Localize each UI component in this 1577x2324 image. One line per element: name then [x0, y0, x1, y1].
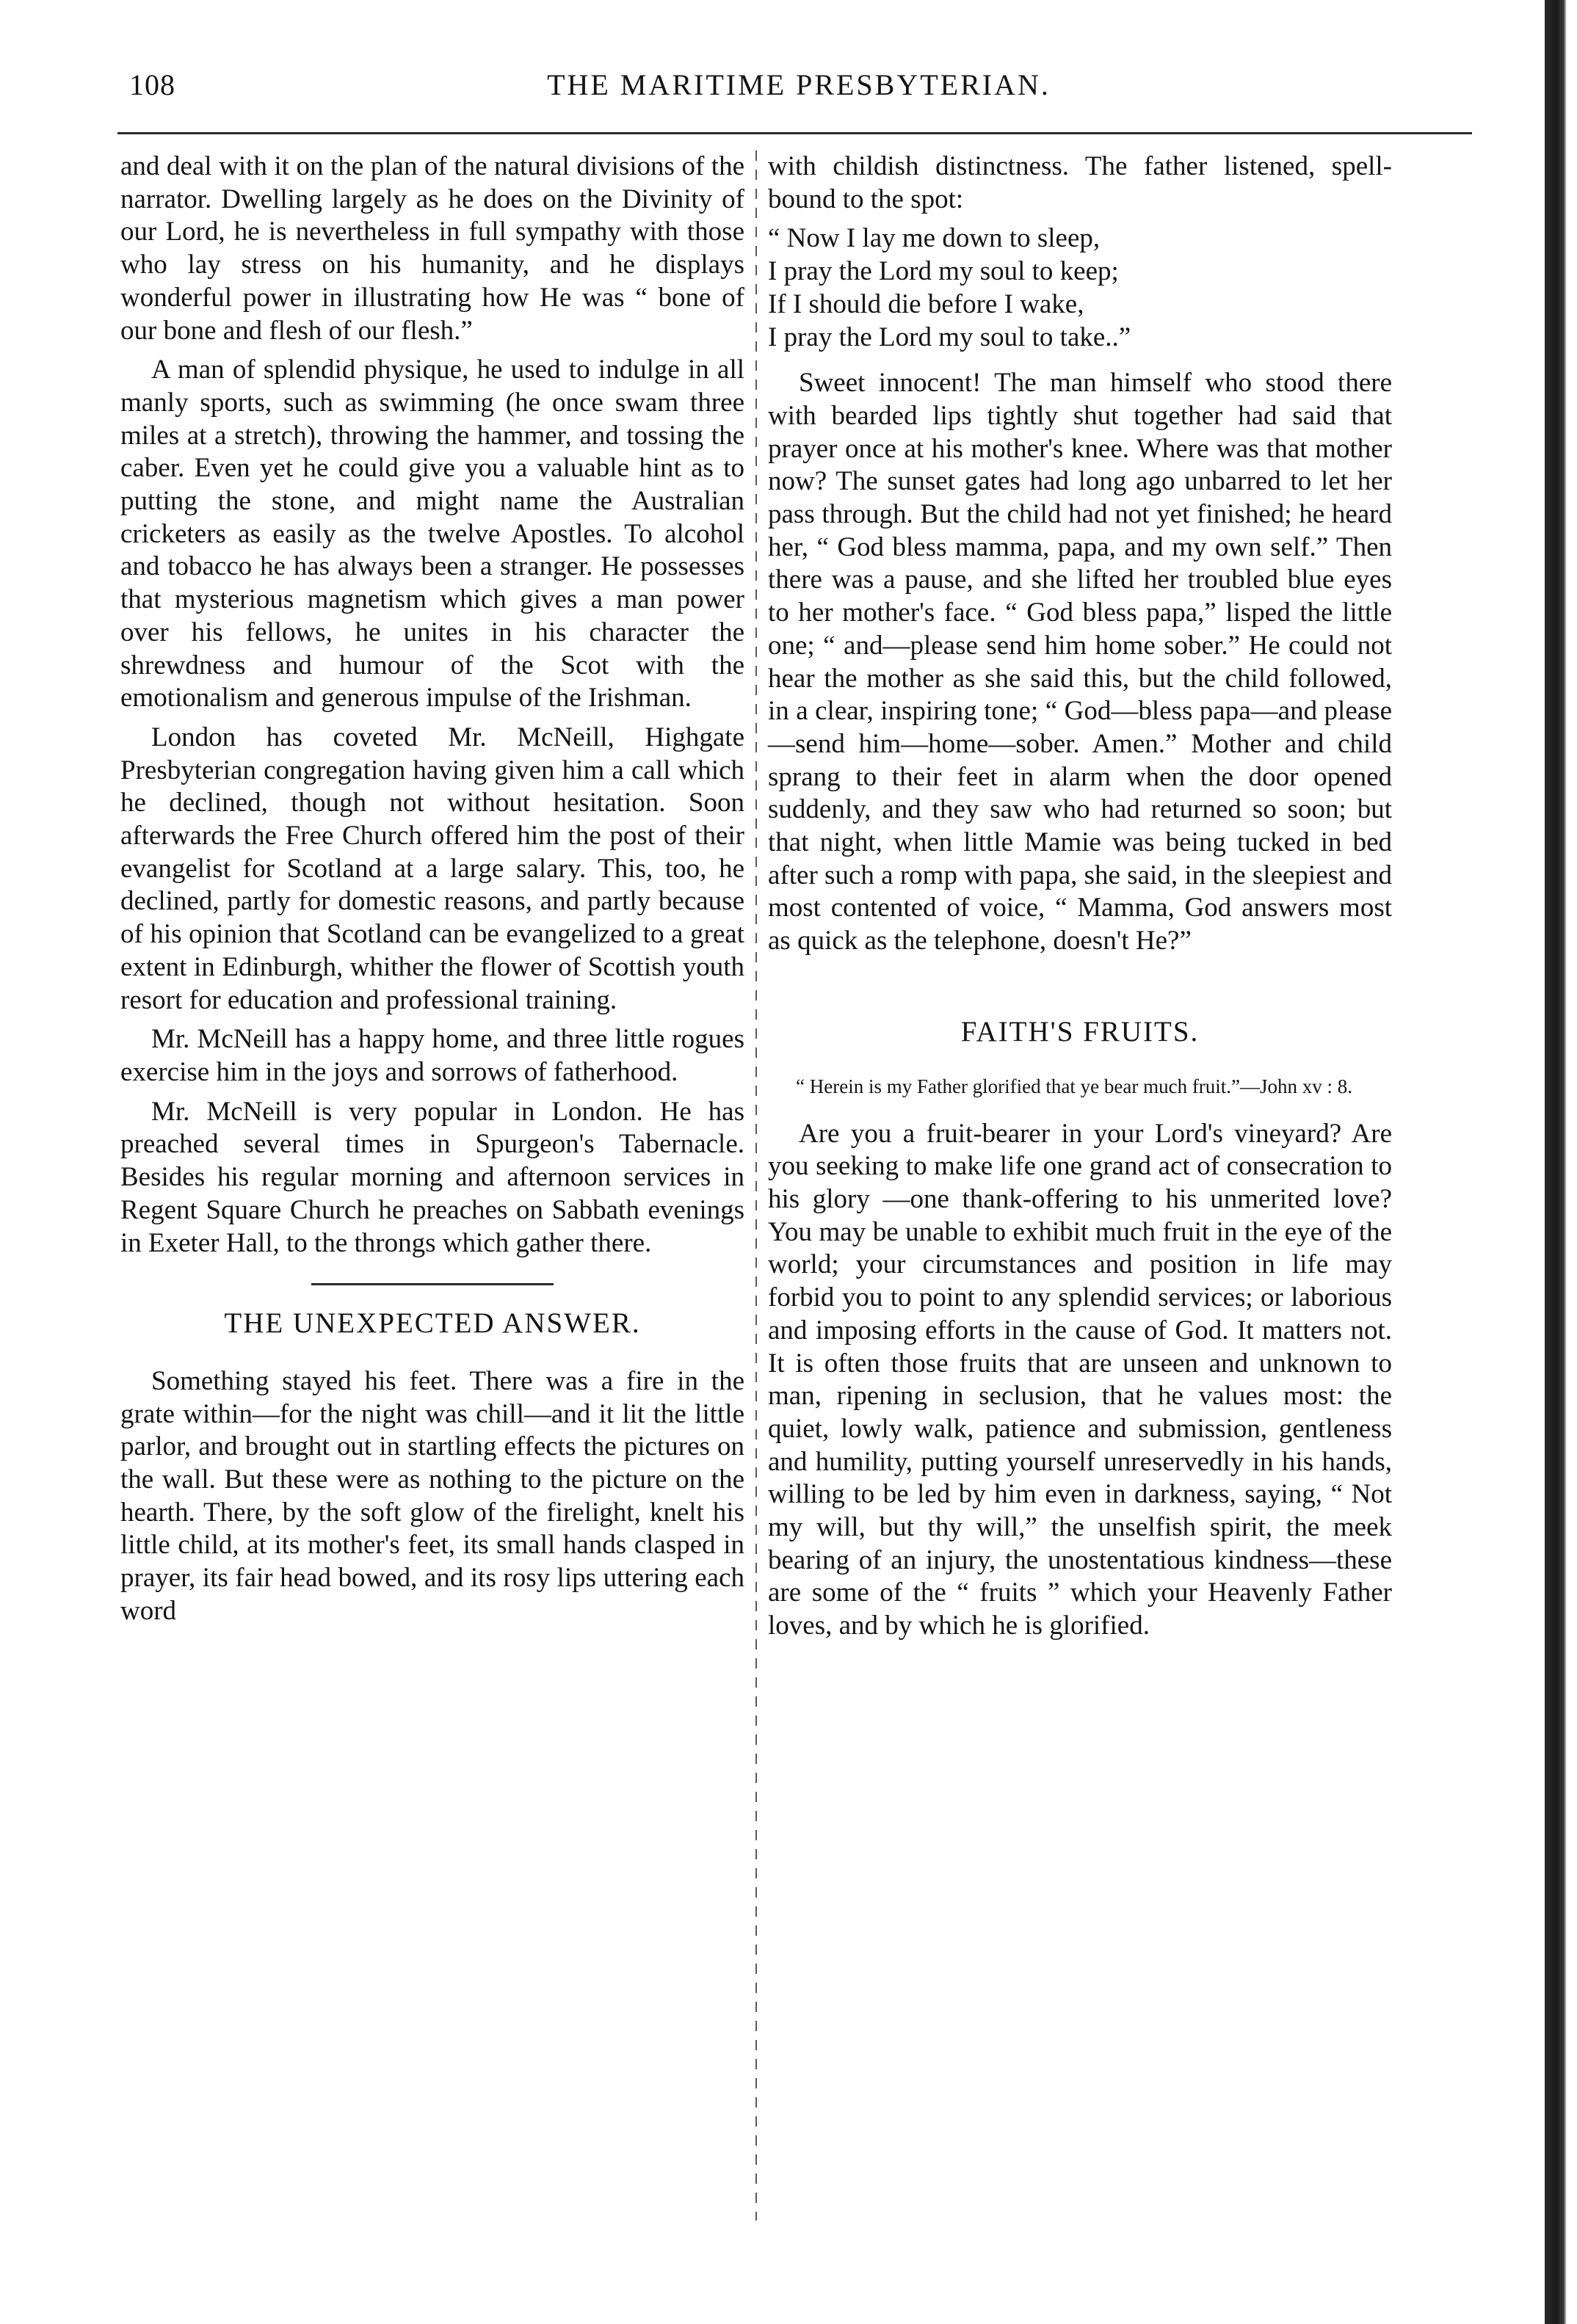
verse-line: I pray the Lord my soul to keep; [768, 256, 1119, 287]
column-divider [755, 150, 757, 2220]
verse-line: I pray the Lord my soul to take..” [768, 322, 1131, 352]
header-rule [117, 132, 1472, 134]
article-paragraph: London has coveted Mr. McNeill, Highgate Presbyterian congregation having given him a call which he declined, though not without hesitation. Soon afterwards the Free Church offered him the post of their evangelist for Scotland at a large salary. This, too, he declined, partly for domestic reasons, and partly because of his opinion that Scotland can be evangelized to a great extent in Edinburgh, whither the flower of Scottish youth resort for education and professional training. [120, 722, 744, 1015]
article-paragraph: and deal with it on the plan of the natural divisions of the narrator. Dwelling largely as he does on the Divinity of our Lord, he is nevertheless in full sympathy with those who lay stress on his humanity, and he displays wonderful power in illustrating how He was “ bone of our bone and flesh of our flesh.” [120, 151, 744, 346]
right-column [768, 150, 1392, 1649]
verse-line: If I should die before I wake, [768, 288, 1084, 319]
article-paragraph: Something stayed his feet. There was a fire in the grate within—for the night was chill—and it lit the little parlor, and brought out in startling effects the pictures on the wall. But these were as nothing to the picture on the hearth. There, by the soft glow of the firelight, knelt his little child, at its mother's feet, its small hands clasped in prayer, its fair head bowed, and its rosy lips uttering each word [120, 1365, 744, 1626]
section-spacer [768, 965, 1392, 1016]
scripture-epigraph: “ Herein is my Father glorified that ye bear much fruit.”—John xv : 8. [796, 1075, 1353, 1097]
article-paragraph: A man of splendid physique, he used to indulge in all manly sports, such as swimming (he once swam three miles at a stretch), throwing the hammer, and tossing the caber. Even yet he could give you a valuable hint as to putting the stone, and might name the Australian cricketers as easily as the twelve Apostles. To alcohol and tobacco he has always been a stranger. He possesses that mysterious magnetism which gives a man power over his fellows, he unites in his character the shrewdness and humour of the Scot with the emotionalism and generous impulse of the Irishman. [120, 355, 744, 713]
section-divider [311, 1283, 554, 1285]
section-title-unexpected-answer: THE UNEXPECTED ANSWER. [224, 1307, 641, 1340]
article-paragraph: Are you a fruit-bearer in your Lord's vineyard? Are you seeking to make life one grand act of consecration to his glory —one thank-offering to his unmerited love? You may be unable to exhibit much fruit in the eye of the world; your circumstances and position in life may forbid you to point to any splendid services; or laborious and imposing efforts in the cause of God. It matters not. It is often those fruits that are unseen and unknown to man, ripening in seclusion, that he values most: the quiet, lowly walk, patience and submission, gentleness and humility, putting yourself unreservedly in his hands, willing to be led by him even in darkness, saying, “ Not my will, but thy will,” the unselfish spirit, the meek bearing of an injury, the unostentatious kindness—these are some of the “ fruits ” which your Heavenly Father loves, and by which he is glorified. [768, 1118, 1392, 1641]
journal-title: THE MARITIME PRESBYTERIAN. [547, 68, 1051, 101]
page-header [123, 68, 1474, 112]
article-paragraph: Mr. McNeill has a happy home, and three little rogues exercise him in the joys and sorrows of fatherhood. [120, 1024, 744, 1087]
article-paragraph: Mr. McNeill is very popular in London. He has preached several times in Spurgeon's Tabernacle. Besides his regular morning and afternoon services in Regent Square Church he preaches on Sabbath evenings in Exeter Hall, to the throngs which gather there. [120, 1096, 744, 1258]
prayer-verse [768, 222, 1392, 354]
section-title-faiths-fruits: FAITH'S FRUITS. [960, 1015, 1200, 1047]
verse-line: “ Now I lay me down to sleep, [768, 223, 1101, 254]
page-binding-edge [1534, 0, 1577, 2324]
page-number: 108 [129, 68, 175, 101]
left-column [120, 150, 744, 1635]
article-paragraph: Sweet innocent! The man himself who stood there with bearded lips tightly shut together had said that prayer once at his mother's knee. Where was that mother now? The sunset gates had long ago unbarred to let her pass through. But the child had not yet finished; he heard her, “ God bless mamma, papa, and my own self.” Then there was a pause, and she lifted her troubled blue eyes to her mother's face. “ God bless papa,” lisped the little one; “ and—please send him home sober.” He could not hear the mother as she said this, but the child followed, in a clear, inspiring tone; “ God—bless papa—and please—send him—home—sober. Amen.” Mother and child sprang to their feet in alarm when the door opened suddenly, and they saw who had returned so soon; but that night, when little Mamie was being tucked in bed after such a romp with papa, she said, in the sleepiest and most contented of voice, “ Mamma, God answers most as quick as the telephone, doesn't He?” [768, 368, 1392, 956]
article-paragraph: with childish distinctness. The father listened, spell-bound to the spot: [768, 151, 1392, 214]
